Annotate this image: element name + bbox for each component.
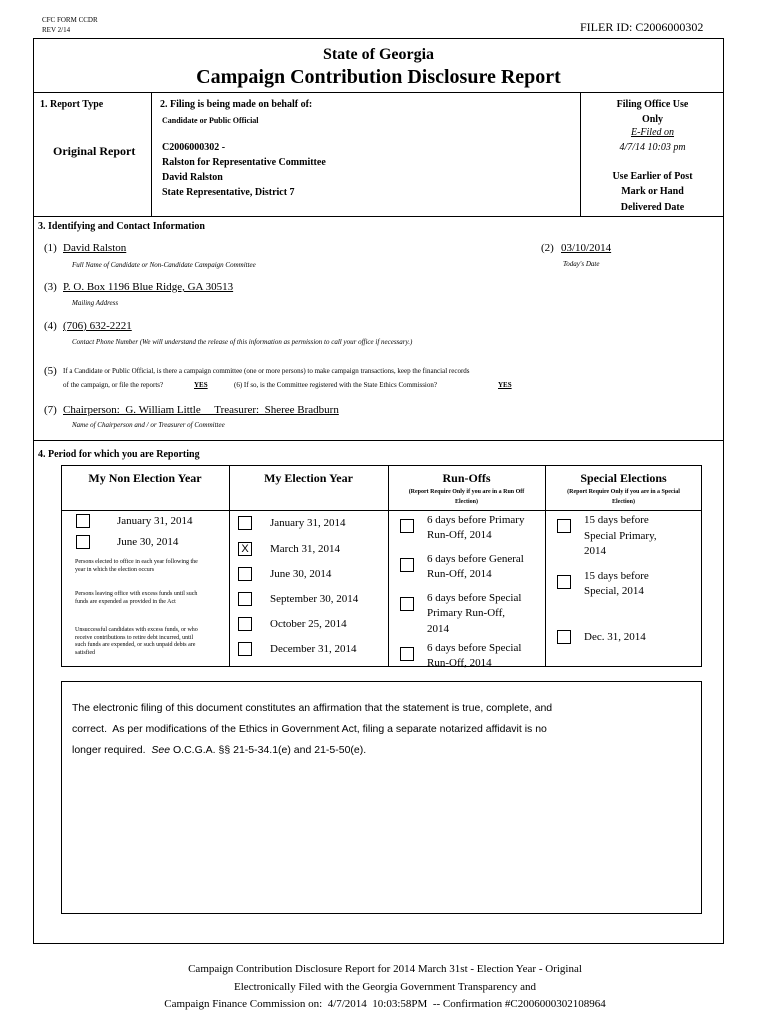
election-year-header: My Election Year bbox=[264, 471, 353, 485]
election-june-label: June 30, 2014 bbox=[270, 568, 332, 580]
runoff-special-primary-checkbox[interactable] bbox=[400, 597, 414, 611]
non-election-jan-checkbox[interactable] bbox=[76, 514, 90, 528]
section-divider-2 bbox=[33, 440, 724, 441]
question5-line2: of the campaign, or file the reports? bbox=[63, 381, 164, 389]
special-primary-label: 15 days before bbox=[584, 514, 649, 526]
period-col-divider-2 bbox=[388, 465, 389, 667]
special-primary-checkbox[interactable] bbox=[557, 519, 571, 533]
runoff-special-primary-label-2: Primary Run-Off, bbox=[427, 607, 506, 619]
election-sept-label: September 30, 2014 bbox=[270, 593, 359, 605]
filer-id: FILER ID: C2006000302 bbox=[580, 20, 704, 34]
runoffs-header: Run-Offs bbox=[442, 471, 491, 485]
office-sought: State Representative, District 7 bbox=[162, 187, 295, 198]
election-march-checkbox[interactable]: X bbox=[238, 542, 252, 556]
special-primary-label-2: Special Primary, bbox=[584, 530, 657, 542]
runoff-primary-checkbox[interactable] bbox=[400, 519, 414, 533]
affirmation-line-2: correct. As per modifications of the Ethics in Government Act, filing a separate notarized affidavit is no bbox=[72, 723, 547, 735]
committee-name: Ralston for Representative Committee bbox=[162, 157, 326, 168]
special-dec-checkbox[interactable] bbox=[557, 630, 571, 644]
field3-number: (3) bbox=[44, 281, 57, 293]
runoff-special-label-2: Run-Off, 2014 bbox=[427, 657, 492, 669]
question5-line1: If a Candidate or Public Official, is there a campaign committee (one or more persons) to make campaign transactions, keep the financial records bbox=[63, 367, 470, 375]
form-rev: REV 2/14 bbox=[42, 26, 71, 34]
footer-line-3: Campaign Finance Commission on: 4/7/2014 10:03:58PM -- Confirmation #C2006000302108964 bbox=[164, 998, 606, 1010]
special-elections-header: Special Elections bbox=[580, 471, 667, 485]
mailing-address: P. O. Box 1196 Blue Ridge, GA 30513 bbox=[63, 281, 234, 293]
section4-label: 4. Period for which you are Reporting bbox=[38, 449, 200, 460]
runoff-primary-label: 6 days before Primary bbox=[427, 514, 525, 526]
filer-id-line: C2006000302 - bbox=[162, 142, 226, 153]
col-divider-1 bbox=[151, 92, 152, 217]
field7-number: (7) bbox=[44, 404, 57, 416]
report-type-value: Original Report bbox=[53, 144, 136, 158]
filer-subtype: Candidate or Public Official bbox=[162, 116, 259, 125]
runoffs-subheader-2: Election) bbox=[455, 499, 478, 505]
col-divider-2 bbox=[580, 92, 581, 217]
election-dec-checkbox[interactable] bbox=[238, 642, 252, 656]
chair-treasurer: Chairperson: G. William Little Treasurer: Sheree Bradburn bbox=[63, 404, 339, 416]
title-divider bbox=[33, 92, 724, 93]
election-march-label: March 31, 2014 bbox=[270, 543, 340, 555]
footer-line-1: Campaign Contribution Disclosure Report for 2014 March 31st - Election Year - Original bbox=[188, 963, 582, 975]
runoff-general-label-2: Run-Off, 2014 bbox=[427, 568, 492, 580]
election-june-checkbox[interactable] bbox=[238, 567, 252, 581]
election-oct-checkbox[interactable] bbox=[238, 617, 252, 631]
earlier-label-3: Delivered Date bbox=[620, 202, 685, 213]
runoff-special-primary-label: 6 days before Special bbox=[427, 592, 522, 604]
special-primary-label-3: 2014 bbox=[584, 545, 606, 557]
field4-number: (4) bbox=[44, 320, 57, 332]
question6-text: (6) If so, is the Committee registered with the State Ethics Commission? bbox=[234, 381, 437, 389]
special-election-checkbox[interactable] bbox=[557, 575, 571, 589]
non-election-june-label: June 30, 2014 bbox=[117, 536, 179, 548]
contact-phone: (706) 632-2221 bbox=[63, 320, 132, 332]
affirmation-line-3a: longer required. bbox=[72, 744, 152, 756]
special-election-label: 15 days before bbox=[584, 570, 649, 582]
form-id: CFC FORM CCDR bbox=[42, 16, 98, 24]
question5-answer: YES bbox=[194, 381, 208, 389]
non-election-jan-label: January 31, 2014 bbox=[117, 515, 193, 527]
period-col-divider-3 bbox=[545, 465, 546, 667]
runoff-special-label: 6 days before Special bbox=[427, 642, 522, 654]
election-sept-checkbox[interactable] bbox=[238, 592, 252, 606]
election-jan-label: January 31, 2014 bbox=[270, 517, 346, 529]
todays-date: 03/10/2014 bbox=[561, 242, 612, 254]
runoff-special-primary-label-3: 2014 bbox=[427, 623, 449, 635]
office-use-label: Filing Office Use bbox=[616, 99, 689, 110]
footer-line-2: Electronically Filed with the Georgia Government Transparency and bbox=[234, 981, 536, 993]
period-header-divider bbox=[61, 510, 702, 511]
efiled-date: 4/7/14 10:03 pm bbox=[619, 142, 686, 153]
affirmation-line-1: The electronic filing of this document constitutes an affirmation that the statement is true, complete, and bbox=[72, 702, 553, 714]
efiled-label: E-Filed on bbox=[630, 127, 675, 138]
office-use-label-2: Only bbox=[641, 114, 664, 125]
runoff-general-label: 6 days before General bbox=[427, 553, 524, 565]
special-subheader: (Report Require Only if you are in a Special bbox=[567, 489, 680, 495]
form-state: State of Georgia bbox=[322, 46, 435, 63]
runoff-general-checkbox[interactable] bbox=[400, 558, 414, 572]
report-type-label: 1. Report Type bbox=[40, 99, 104, 110]
earlier-label-1: Use Earlier of Post bbox=[612, 171, 693, 182]
section-divider-1 bbox=[33, 216, 724, 217]
question6-answer: YES bbox=[498, 381, 512, 389]
runoffs-subheader: (Report Require Only if you are in a Run Off bbox=[408, 489, 525, 495]
phone-caption: Contact Phone Number (We will understand the release of this information as permission to call your office if necessary.) bbox=[72, 338, 413, 346]
candidate-name: David Ralston bbox=[162, 172, 223, 183]
election-jan-checkbox[interactable] bbox=[238, 516, 252, 530]
election-dec-label: December 31, 2014 bbox=[270, 643, 357, 655]
note-unsuccessful-candidates: Unsuccessful candidates with excess funds, or who receive contributions to retire debt incurred, until such funds are expended, or such unpaid debts are satisfied bbox=[75, 627, 198, 656]
period-col-divider-1 bbox=[229, 465, 230, 667]
section3-label: 3. Identifying and Contact Information bbox=[38, 221, 205, 232]
address-caption: Mailing Address bbox=[72, 299, 119, 307]
field1-number: (1) bbox=[44, 242, 57, 254]
special-subheader-2: Election) bbox=[612, 499, 635, 505]
note-elected-officials: Persons elected to office in each year following the year in which the election occurs bbox=[75, 559, 198, 573]
special-election-label-2: Special, 2014 bbox=[584, 585, 644, 597]
affirmation-see: See bbox=[151, 744, 171, 756]
non-election-year-header: My Non Election Year bbox=[88, 471, 202, 485]
form-title: Campaign Contribution Disclosure Report bbox=[196, 66, 561, 88]
non-election-june-checkbox[interactable] bbox=[76, 535, 90, 549]
earlier-label-2: Mark or Hand bbox=[621, 186, 684, 197]
affirmation-text bbox=[72, 698, 552, 761]
election-oct-label: October 25, 2014 bbox=[270, 618, 347, 630]
affirmation-line-3b: O.C.G.A. §§ 21-5-34.1(e) and 21-5-50(e). bbox=[170, 744, 367, 756]
chair-caption: Name of Chairperson and / or Treasurer of Committee bbox=[72, 421, 225, 429]
field5-number: (5) bbox=[44, 365, 57, 377]
note-leaving-office: Persons leaving office with excess funds until such funds are expended as provided in the Act bbox=[75, 591, 198, 605]
field2-number: (2) bbox=[541, 242, 554, 254]
runoff-primary-label-2: Run-Off, 2014 bbox=[427, 529, 492, 541]
candidate-full-name: David Ralston bbox=[63, 242, 127, 254]
todays-date-caption: Today's Date bbox=[563, 260, 600, 268]
runoff-special-checkbox[interactable] bbox=[400, 647, 414, 661]
filing-behalf-label: 2. Filing is being made on behalf of: bbox=[160, 99, 313, 110]
name-caption: Full Name of Candidate or Non-Candidate Campaign Committee bbox=[72, 261, 256, 269]
special-dec-label: Dec. 31, 2014 bbox=[584, 631, 646, 643]
